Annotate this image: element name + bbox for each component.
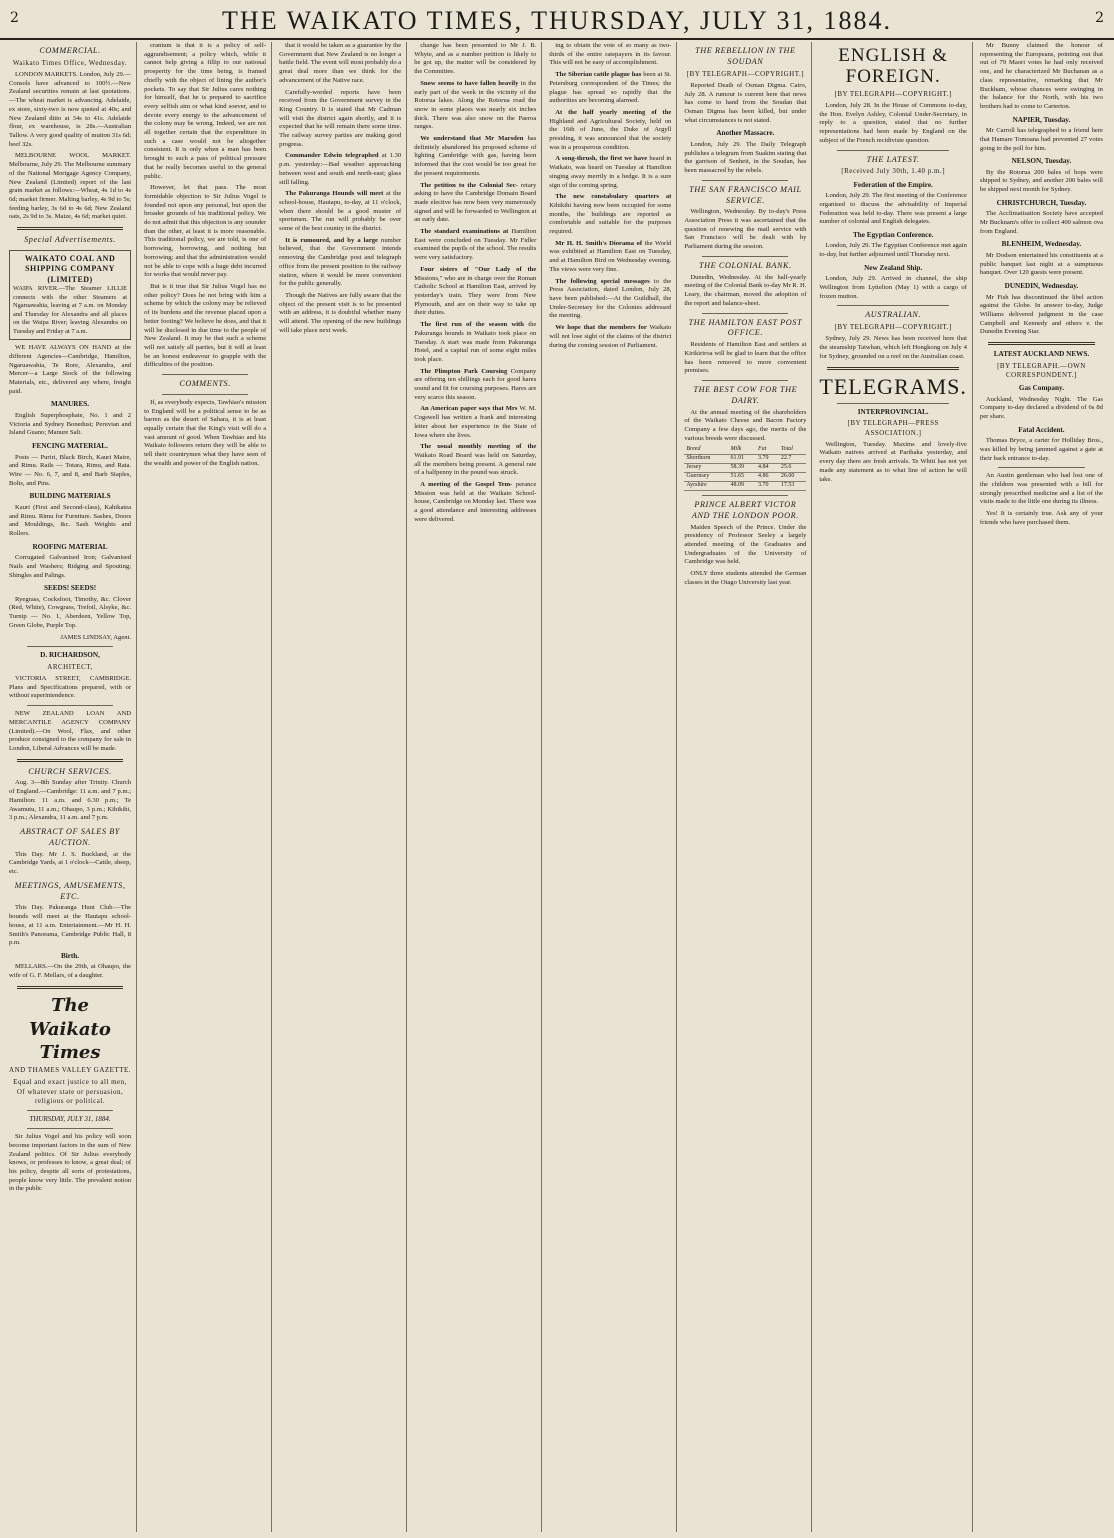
latest-subheading: [Received July 30th, 1.40 p.m.] xyxy=(841,167,946,176)
christchurch-heading: CHRISTCHURCH, Tuesday. xyxy=(996,198,1087,207)
article-text: ing to obtain the vote of so many as two-thirds of the entire ratepayers in its favour. This will not be easy of accomplishment. xyxy=(549,42,672,67)
abstract-heading: ABSTRACT OF SALES BY AUCTION. xyxy=(20,826,120,847)
divider xyxy=(998,467,1085,468)
birth-notice: MELLARS.—On the 29th, at Ohaupo, the wife of G. F. Mellars, of a daughter. xyxy=(9,963,132,980)
richardson-heading: D. RICHARDSON, xyxy=(40,651,100,660)
egypt-text: London, July 29. The Egyptian Conference met again to-day, but further adjourned until Thursday next. xyxy=(819,242,967,259)
table-cell: 25.6 xyxy=(779,464,807,473)
snow-item xyxy=(414,80,536,132)
english-foreign-heading: ENGLISH & FOREIGN. xyxy=(838,45,949,87)
item-lead: It is rumoured, and by a large xyxy=(285,236,378,244)
dunedin-text: Mr Fish has discontinued the libel action against the Globe. In answer to-day, Judge Williams delivered judgment in the case Campbell and Kennedy and others v. the Dunedin Evening Star. xyxy=(979,293,1103,336)
interprovincial-subheading: [BY TELEGRAPH—PRESS ASSOCIATION.] xyxy=(847,419,939,437)
soudan-subheading: [BY TELEGRAPH—COPYRIGHT.] xyxy=(686,69,805,78)
item-lead: The standard examinations at xyxy=(420,228,509,236)
column-6 xyxy=(681,42,812,1532)
massacre-heading: Another Massacre. xyxy=(716,129,775,138)
thrush-item xyxy=(549,155,671,190)
item-lead: The following special messages xyxy=(555,277,650,285)
building-list: Kauri (First and Second-class), Kahikatea and Rimu. Rimu for Furniture. Sashes, Doors and Mouldings, &c. Sash Weights and Rollers. xyxy=(9,503,132,537)
seeds-heading: SEEDS! SEEDS! xyxy=(43,584,97,593)
table-cell: Jersey xyxy=(684,464,728,473)
ship-heading: New Zealand Ship. xyxy=(864,263,923,272)
latest-auckland-heading: LATEST AUCKLAND NEWS. xyxy=(993,350,1090,359)
item-body: Highland and Agricultural Society, held on the 16th of June, the Duke of Argyll presiding, it was announced that the society was in a prosperous condition. xyxy=(549,117,672,151)
table-row xyxy=(684,464,806,473)
interprovincial-text: Wellington, Tuesday. Maxims and lovely-five Waikato natives arrived at Parihaka yesterday, and every day there are fresh arrivals. Te Whiti has not yet made any statement as to what line of action he will take. xyxy=(819,440,967,483)
item-lead: The petition to the Colonial Sec- xyxy=(420,181,518,189)
sisters-item xyxy=(414,266,536,318)
comments-heading: COMMENTS. xyxy=(179,379,231,389)
editorial-continued-2: However, let that pass. The most formidable objection to Sir Julius Vogel is founded not upon any personal, but upon the broader grounds of his traditional policy. We do not admit that this objection is any sounder than the other, at least it is more reasonable. This traditional policy, we are told, is one of borrowing, borrowing, and nothing but borrowing; and that the administration would not be able to cope with a huge debt incurred for works that would never pay. xyxy=(144,184,267,279)
masthead xyxy=(0,0,1114,40)
soudan-heading: THE REBELLION IN THE SOUDAN xyxy=(695,46,796,66)
item-lead: We hope that the members for xyxy=(555,324,647,332)
divider xyxy=(702,380,788,381)
highland-item xyxy=(549,109,671,153)
divider xyxy=(162,374,248,375)
meetings-heading: MEETINGS, AMUSEMENTS, ETC. xyxy=(14,880,126,901)
item-body: W. M. Cogswell has written a frank and interesting letter about her experience in the State of Iowa where she lives. xyxy=(414,405,537,439)
column-7 xyxy=(816,42,973,1532)
editorial-text: Sir Julius Vogel and his policy will soon become important factors in the sum of New Zealand politics. Of Sir Julius everybody knows, or professes to know, a great deal; of his policy, despite all sorts of protestations, people know very little. The prevalent notion in the public xyxy=(9,1133,132,1193)
item-body: Company are offering ten shillings each for good hares sound and fit for coursing purposes. Hares are very scarce this season. xyxy=(414,367,537,401)
divider xyxy=(17,759,123,762)
table-cell: 26.00 xyxy=(779,473,807,482)
soudan-text: Reported Death of Osman Digma. Cairo, July 28. A rumour is current here that news has come to hand from the Soudan that Osman Digma has been killed, but under what circumstances is not stated. xyxy=(684,81,807,124)
nelson-heading: NELSON, Tuesday. xyxy=(1011,157,1072,166)
coal-company-ad xyxy=(9,250,131,340)
item-body: Kihikihi having now been occupied for some months, the buildings are reported as comfortable and suitable for the purposes required. xyxy=(549,201,672,236)
london-markets-text: LONDON MARKETS. London, July 29.—Consols have advanced to 100½.—New Zealand securities remain at last quotations.—The wheat market is advancing. Adelaide, ex store, sixty-two is now quoted at 40s; and New Zealand ditto at 34s to 41s. Adelaide flour, ex warehouse, is 28s.—Australian Tallow. A very good quality of mutton 31s 6d; beef 32s. xyxy=(9,71,132,148)
blenheim-heading: BLENHEIM, Wednesday. xyxy=(1001,240,1082,249)
item-lead: A meeting of the Gospel Tem- xyxy=(420,481,513,489)
column-4 xyxy=(411,42,542,1532)
table-row xyxy=(684,473,806,482)
manures-list: English Superphosphate, No. 1 and 2 Victoria and Sydney Bonedust; Peruvian and Island Guano; Manure Salt. xyxy=(9,411,132,437)
newspaper-title: THE WAIKATO TIMES, THURSDAY, JULY 31, 1884. xyxy=(222,6,892,35)
item-lead: The Pakuranga Hounds will meet xyxy=(285,190,384,198)
english-foreign-subheading: [BY TELEGRAPH—COPYRIGHT.] xyxy=(834,89,952,98)
diorama-item xyxy=(549,240,671,275)
column-3 xyxy=(276,42,407,1532)
siberian-item xyxy=(549,71,671,106)
table-cell: 51.65 xyxy=(728,473,756,482)
item-lead: The first run of the season with xyxy=(420,321,524,329)
divider xyxy=(17,986,123,989)
gas-company-text: Auckland, Wednesday Night. The Gas Company to-day declared a dividend of 6s 8d per share. xyxy=(979,395,1103,420)
page-number-right: 2 xyxy=(1095,10,1104,26)
egypt-heading: The Egyptian Conference. xyxy=(853,230,934,239)
prince-text: Maiden Speech of the Prince. Under the presidency of Professor Seeley a largely attended meeting of the Graduates and Undergraduates of the University of Cambridge was held. xyxy=(684,523,807,566)
napier-text: Mr Carroll has telegraphed to a friend here that Hamare Tomoana had prevented 27 votes going to the poll for him. xyxy=(979,127,1103,152)
gospel-item xyxy=(414,481,536,525)
commons-text: London, July 28. In the House of Commons to-day, the Hon. Evelyn Ashley, Colonial Under-Secretary, in reply to a question, stated that no further representations had been made by England on the subject of the French recidiviste question. xyxy=(819,102,967,144)
article-text: change has been presented to Mr J. B. Whyte, and as a number petition is likely to be got up, the matter will be considered by the Committee. xyxy=(414,42,537,76)
table-cell: 48.09 xyxy=(728,482,756,491)
san-francisco-text: Wellington, Wednesday. By to-day's Press Association Press it was ascertained that the question of renewing the mail service with San Francisco will be dealt with by Parliament during the session. xyxy=(684,208,807,251)
item-lead: The usual monthly meeting of the xyxy=(420,443,537,451)
item-lead: At the half yearly meeting of the xyxy=(555,108,672,116)
item-body: been at St. Petersburg correspondent of the Times; the plague has spread so rapidly that the authorities are becoming alarmed. xyxy=(549,71,672,105)
item-body: Waikato Road Board was held on Saturday, all the members being present. A general rate of a halfpenny in the pound was struck. xyxy=(414,451,537,477)
table-cell: 4.86 xyxy=(756,473,779,482)
australian-subheading: [BY TELEGRAPH—COPYRIGHT.] xyxy=(834,323,952,332)
table-cell: 3.79 xyxy=(756,455,779,464)
agencies-text: WE HAVE ALWAYS ON HAND at the different Agencies—Cambridge, Hamilton, Ngaruawahia, Te Rore, Alexandra, and Mercer—a Large Stock of the following Materials, etc., delivered any where, freight paid. xyxy=(9,344,132,395)
american-item xyxy=(414,405,536,440)
editorial-continued-1: cranium is that it is a policy of self-aggrandisement; a policy which, while it cannot help giving a fillip to our national prosperity for the time being, is framed chiefly with the object of lining the author's pockets. To say that Sir Julius cares nothing for himself, that he is prepared to sacrifice every selfish aim or what kind soever, and to devote every energy to the advancement of the colony may be wrong. Indeed, we are not all together certain that the expenditure in such a case would not be altogether consistent. It is only when a man has been brought to such a pass of political pressure that he really becomes useful to the general public. xyxy=(144,42,267,180)
item-body: retary asking to have the Cambridge Domain Board made elective has now been very numerously signed and will be forwarded to Wellington at an early date. xyxy=(414,181,537,224)
prince-heading: PRINCE ALBERT VICTOR AND THE LONDON POOR. xyxy=(691,500,799,520)
item-lead: A song-thrush, the first we have xyxy=(555,155,648,163)
coal-ad-body: WAIPA RIVER.—The Steamer LILLIE connects with the other Steamers at Ngaruawahia, leaving at 7 a.m. on Monday and Thursday for Alexandra and all places on the Waipa River; leaving Alexandra on Tuesday and Friday at 7 a.m. xyxy=(13,285,128,335)
item-body: has definitely abandoned his proposed scheme of lighting Cambridge with gas, having been informed that the cost would be too great for the present requirements. xyxy=(414,135,537,177)
church-services-text: Aug. 3—8th Sunday after Trinity. Church of England.—Cambridge: 11 a.m. and 7 p.m.; Hamilton: 11 a.m. and 6.30 p.m.; Te Awamutu, 11 a.m.; Ohaupo, 3 p.m.; Kihikihi, 3 p.m.; Alexandra, 11 a.m. and 7 p.m. xyxy=(9,779,132,822)
editorial-dateline: THURSDAY, JULY 31, 1884. xyxy=(29,1115,111,1124)
table-cell: Milk xyxy=(728,446,756,454)
dairy-table xyxy=(684,446,806,491)
page-columns xyxy=(6,42,1108,1532)
table-cell: 3.70 xyxy=(756,482,779,491)
nelson-text: By the Rotorua 200 bales of hops were shipped to Sydney, and another 200 bales will be shipped next month for Sydney. xyxy=(979,168,1103,194)
constabulary-item xyxy=(549,193,671,237)
run-item xyxy=(414,321,536,365)
latest-heading: THE LATEST. xyxy=(866,154,920,164)
church-heading: CHURCH SERVICES. xyxy=(28,766,112,776)
divider xyxy=(702,313,788,314)
item-body: at 1.30 p.m. yesterday:—Bad weather approaching between west and south and north-east; glass still falling. xyxy=(279,152,402,186)
item-body: perance Mission was held at the Waikato School-house, Cambridge on Monday last. There was a good attendance and interesting addresses were delivered. xyxy=(414,481,537,523)
item-body: in the early part of the week in the vicinity of the Rotorua lakes. Along the Rotorua road the snow in some places was nearly six inches thick. There was also snow on the Paeroa ranges. xyxy=(414,79,537,131)
column-8 xyxy=(977,42,1108,1532)
hounds-item xyxy=(279,190,401,234)
paper-title: The Waikato Times xyxy=(29,994,111,1064)
building-heading: BUILDING MATERIALS xyxy=(29,492,111,501)
page-number-left: 2 xyxy=(10,10,19,26)
divider xyxy=(27,705,113,706)
item-body: heard in Waikato, was heard on Tuesday at Hamilton singing away merrily in a hedge. It is a sure sign of the coming spring. xyxy=(549,155,672,189)
roofing-heading: ROOFING MATERIAL xyxy=(32,542,108,551)
table-cell: Total xyxy=(779,446,807,454)
hamilton-post-office-heading: THE HAMILTON EAST POST OFFICE. xyxy=(688,317,803,338)
blenheim-text: Mr Dodson entertained his constituents at a public banquet last night at a sumptuous banquet. Over 120 guests were present. xyxy=(979,251,1103,277)
abstract-text: This Day. Mr J. S. Buckland, at the Cambridge Yards, at 1 o'clock—Cattle, sheep, etc. xyxy=(9,850,132,876)
divider xyxy=(27,1128,113,1129)
table-cell: 4.84 xyxy=(756,464,779,473)
dairy-text: At the annual meeting of the shareholders of the Waikato Cheese and Bacon Factory Company a few days ago, the merits of the various breeds were discussed. xyxy=(684,408,807,442)
divider xyxy=(837,403,949,404)
paper-motto: Equal and exact justice to all men, Of whatever state or persuasion, religious or political. xyxy=(13,1078,127,1105)
item-body: number believed, that the Government intends removing the Cambridge post and telegraph office from the present position to the railway station, where it would be more convenient for the public generally. xyxy=(279,236,402,288)
massacre-text: London, July 29. The Daily Telegraph publishes a telegram from Suakim stating that the garrison of Senheit, in the Soudan, has been massacred by the rebels. xyxy=(684,140,807,175)
commercial-subheading: Waikato Times Office, Wednesday. xyxy=(12,58,128,67)
coursing-item xyxy=(414,368,536,403)
table-cell: Ayrshire xyxy=(684,482,728,491)
table-cell: 58.39 xyxy=(728,464,756,473)
item-body: Missions," who are in charge over the Roman Catholic School at Hamilton East, arrived by yesterday's train. They were from New Plymouth, and are on their way to take up their duties. xyxy=(414,274,537,317)
table-cell: Fat xyxy=(756,446,779,454)
table-row xyxy=(684,482,806,491)
table-cell: Breed xyxy=(684,446,728,454)
table-cell: Shorthorn xyxy=(684,455,728,464)
column-1 xyxy=(6,42,137,1532)
otago-note: ONLY three students attended the German classes in the Otago University last year. xyxy=(684,570,807,586)
gas-company-heading: Gas Company. xyxy=(1018,384,1065,393)
divider xyxy=(702,495,788,496)
article-text: that it would be taken as a guarantee by the Government that New Zealand is no longer a battle field. The event will most probably do a great deal more than we think for the advancement of the Native race. xyxy=(279,42,402,84)
richardson-ad: VICTORIA STREET, CAMBRIDGE. Plans and Specifications prepared, with or without superintendence. xyxy=(9,675,132,700)
item-body: the Pakuranga hounds in Waikato took place on Tuesday. A start was made from Pakuranga Hotel, and a capital run of some eight miles took place. xyxy=(414,321,537,363)
table-row xyxy=(684,455,806,464)
item-lead: The Plimpton Park Coursing xyxy=(420,367,508,375)
item-lead: The Siberian cattle plague has xyxy=(555,71,642,79)
table-cell: 22.7 xyxy=(779,455,807,464)
hamilton-post-office-text: Residents of Hamilton East and settlers at Kirikiriroa will be glad to learn that the office has been removed to more convenient premises. xyxy=(684,341,807,375)
divider xyxy=(837,150,949,151)
divider xyxy=(27,646,113,647)
australian-text: Sydney, July 29. News has been received here that the steamship Taiwhan, which left Hongkong on July 4 for Sydney, grounded on a reef on the Australian coast. xyxy=(819,335,967,360)
commander-item xyxy=(279,152,401,187)
item-lead: Mr H. H. Smith's Diorama of xyxy=(555,239,643,247)
san-francisco-heading: THE SAN FRANCISCO MAIL SERVICE. xyxy=(689,184,802,205)
table-cell: 61.91 xyxy=(728,455,756,464)
members-item xyxy=(549,324,671,350)
melbourne-markets-text: MELBOURNE WOOL MARKET. Melbourne, July 29. The Melbourne summary of the National Mortgage Agency Company, New Zealand (Limited) report of the last grain market as follows:—Wheat, 4s 1d to 4s 6d; market firmer. Malting barley, 4s 9d to 5s; feeding barley, 3s 6d to 4s 6d; New Zealand oats, 2s 9d to 3s. Maize, 4s 6d; market quiet. xyxy=(9,152,132,221)
item-body: Waikato will not lose sight of the claims of the district during the coming session of Parliament. xyxy=(549,324,672,349)
divider xyxy=(837,305,949,306)
manures-heading: MANURES. xyxy=(50,400,90,409)
divider xyxy=(988,342,1095,345)
item-lead: An American paper says that Mrs xyxy=(420,405,518,413)
australian-heading: AUSTRALIAN. xyxy=(865,310,922,320)
election-text: Mr Bunny claimed the honour of representing the Europeans, pointing out that out of 79 Maori votes he had only received one, and he characterized Mr Buchanan as a class representative, remarking that Mr Buckham, whose chances were swinging in the balance for the North, with his two brothers had to come to Carterton. xyxy=(979,42,1103,110)
divider xyxy=(27,1110,113,1111)
item-lead: Commander Edwin telegraphed xyxy=(285,152,379,160)
dairy-heading: THE BEST COW FOR THE DAIRY. xyxy=(693,385,798,405)
federation-text: London, July 29. The first meeting of the Conference organised to discuss the advisability of Imperial Federation was held to-day. There was present a large number of colonial and English delegates. xyxy=(819,192,967,226)
divider xyxy=(702,256,788,257)
article-text: Carefully-worded reports have been received from the Government survey in the King Country. It is stated that Mr Cadman will visit the district again shortly, and it is expected that he will remain there some time. The railway survey parties are making good progress. xyxy=(279,88,402,148)
item-body: the World was exhibited at Hamilton East on Tuesday, and at Hamilton Bird on Wednesday evening. The views were very fine. xyxy=(549,239,672,273)
colonial-bank-heading: THE COLONIAL BANK. xyxy=(698,260,792,270)
federation-heading: Federation of the Empire. xyxy=(853,180,933,189)
loan-agency-ad: NEW ZEALAND LOAN AND MERCANTILE AGENCY COMPANY (Limited).—On Wool, Flax, and other produce consigned to the company for sale in London, Liberal Advances will be made. xyxy=(9,710,132,752)
paper-subtitle: AND THAMES VALLEY GAZETTE. xyxy=(9,1066,132,1075)
ship-text: London, July 29. Arrived in channel, the ship Wellington from Lyttelton (May 1) with a cargo of frozen mutton. xyxy=(819,275,967,300)
exams-item xyxy=(414,228,536,263)
divider xyxy=(702,180,788,181)
anecdote-text: An Austin gentleman who had lost one of the children was presented with a bill for strongly prescribed medicine and a list of the visits made to the little one during its illness. xyxy=(979,472,1103,506)
editorial-continued-3: But is it true that Sir Julius Vogel has no other policy? Does he not bring with him a scheme by which the colony may be relieved of its burdens and the revenue placed upon a better footing? We believe he does, and that it will be disclosed in due time to the people of New Zealand. It may be that such a scheme will not satisfy all parties, but it will at least be an honest endeavour to grapple with the difficulties of the position. xyxy=(144,282,267,369)
table-header-row xyxy=(684,446,806,454)
item-lead: Snow seems to have fallen heavily xyxy=(420,79,519,87)
fencing-heading: FENCING MATERIAL. xyxy=(32,442,108,451)
agent-signature: JAMES LINDSAY, Agent. xyxy=(60,633,132,641)
road-board-item xyxy=(414,443,536,478)
christchurch-text: The Acclimatisation Society have accepted Mr Bucknam's offer to collect 400 salmon ova from England. xyxy=(979,210,1103,235)
advert-text: Yes! It is certainly true. Ask any of your friends who have purchased them. xyxy=(979,510,1103,526)
divider xyxy=(17,227,123,230)
telegrams-heading: TELEGRAMS. xyxy=(819,373,967,399)
birth-heading: Birth. xyxy=(60,951,80,960)
dunedin-heading: DUNEDIN, Wednesday. xyxy=(1004,282,1079,291)
divider xyxy=(162,394,248,395)
table-cell: Guernsey xyxy=(684,473,728,482)
fatal-accident-heading: Fatal Accident. xyxy=(1018,425,1065,434)
seeds-list: Ryegrass, Cocksfoot, Timothy, &c. Clover (Red, White), Cowgrass, Trefoil, Alsyke, &c. Turnip — No. 1, Aberdeen, Yellow Top, Green Globe, Purple Top. xyxy=(9,595,132,629)
item-body: to the Press Association, dated London, July 28, have been published:—At the Guildhall, the Under-Secretary for the Colonies addressed the meeting. xyxy=(549,277,672,320)
commercial-heading: COMMERCIAL. xyxy=(39,46,101,55)
comments-text: If, as everybody expects, Tawhiao's mission to England will be a political sense to be as barren as the desert of Sahara, it is at least equally certain that the King's visit will do a vast amount of good. When Tawhiao and his Waikato followers return they will be able to tell their countrymen what they have seen of the wealth and power of the English nation. xyxy=(144,398,267,467)
fatal-accident-text: Thomas Bryce, a carter for Holliday Bros., was killed by being jammed against a gate at their back entrance to-day. xyxy=(979,437,1103,462)
interprovincial-heading: INTERPROVINCIAL. xyxy=(857,407,929,416)
item-lead: We understand that Mr Marsden xyxy=(420,135,524,143)
fencing-list: Posts — Puriri, Black Birch, Kauri Maire, and Rimu. Rails — Totara, Rimu, and Rata. Wire — No. 6, 7, and 8, and Barb Staples, Bolts, and Pins. xyxy=(9,453,132,487)
latest-auckland-subheading: [BY TELEGRAPH.—OWN CORRESPONDENT.] xyxy=(997,361,1086,379)
roofing-list: Corrugated Galvanised Iron; Galvanised Nails and Washers; Ridging and Spouting; Shingles and Palings. xyxy=(9,554,132,579)
colonial-bank-text: Dunedin, Wednesday. At the half-yearly meeting of the Colonial Bank to-day Mr R. H. Leary, the chairman, moved the adoption of the report and balance-sheet. xyxy=(684,273,807,307)
item-lead: Four sisters of "Our Lady of the xyxy=(420,265,537,273)
napier-heading: NAPIER, Tuesday. xyxy=(1012,115,1071,124)
article-text: Though the Natives are fully aware that the object of the present visit is to be presented with an address, it is doubtful whether many will attend. The opening of the new buildings will take place next week. xyxy=(279,291,402,334)
petition-item xyxy=(414,182,536,226)
coal-ad-title: WAIKATO COAL AND SHIPPING COMPANY (LIMITED) xyxy=(24,253,116,284)
column-2 xyxy=(141,42,272,1532)
item-lead: The new constabulary quarters at xyxy=(555,193,672,201)
item-body: at the school-house, Hautapu, to-day, at 11 o'clock, when there should be a good muster of sportsmen. The run will probably be over some of the best country in the district. xyxy=(279,190,402,233)
marsden-item xyxy=(414,135,536,179)
column-5 xyxy=(546,42,677,1532)
special-messages-item xyxy=(549,278,671,322)
divider xyxy=(827,367,959,370)
special-ads-heading: Special Advertisements. xyxy=(24,235,116,245)
richardson-subheading: ARCHITECT, xyxy=(47,662,93,671)
item-body: Hamilton East were concluded on Tuesday. Mr Fidler examined the pupils of the school. The results were very satisfactory. xyxy=(414,228,537,262)
meetings-text: This Day. Pakuranga Hunt Club.—The hounds will meet at the Hautapu school-house, at 11 a.m. Entertainment.—Mr H. H. Smith's Panorama, Cambridge Public Hall, 8 p.m. xyxy=(9,904,132,947)
rumoured-item xyxy=(279,237,401,289)
table-cell: 17.53 xyxy=(779,482,807,491)
